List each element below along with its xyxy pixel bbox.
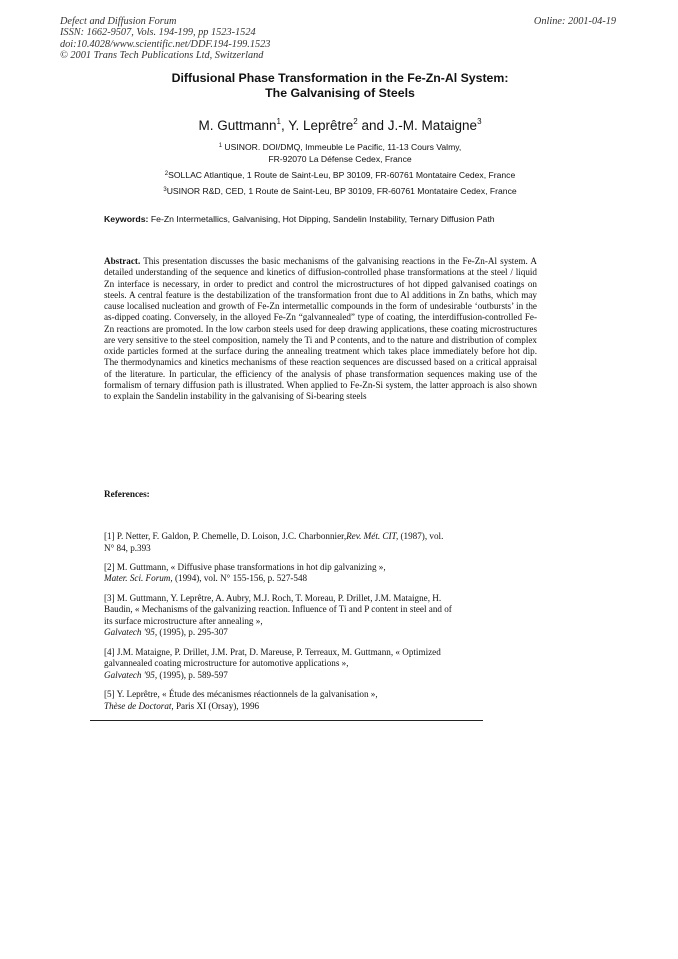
keywords-text: Fe-Zn Intermetallics, Galvanising, Hot Dipping, Sandelin Instability, Ternary Diffusion Path [148,214,495,224]
author-separator: , [280,118,289,133]
affiliation-2 [60,169,620,182]
author-list [90,117,590,133]
paper-title [90,71,590,101]
reference-item [104,647,544,682]
reference-text: [2] M. Guttmann, « Diffusive phase transformations in hot dip galvanizing », [104,561,386,572]
author-1-affiliation-mark: 1 [276,117,281,126]
reference-item [104,689,544,712]
references-heading: References: [104,489,150,499]
reference-text: (1995), p. 589-597 [157,669,228,680]
journal-name: Defect and Diffusion Forum [60,16,177,27]
reference-text: (1995), p. 295-307 [157,627,228,638]
author-3: J.-M. Mataigne [387,118,478,133]
title-line-2: The Galvanising of Steels [265,86,415,100]
reference-text: [5] Y. Leprêtre, « Étude des mécanismes réactionnels de la galvanisation », [104,688,378,699]
footer-rule [90,720,483,721]
reference-list [104,531,544,720]
abstract-text: This presentation discusses the basic mechanisms of the galvanising reactions in the Fe-Zn-Al system. A detailed understanding of the sequence and kinetics of diffusion-controlled phase transformations at the steel / liquid Zn interface is necessary, in order to predict and control the microstructures of hot dipped galvanised coatings on steels. A central feature is the destabilization of the transformation front due to Al additions in Zn baths, which may cause localised nucleation and growth of Fe-Zn intermetallic compounds in the form of undesirable ‘outbursts’ in the as-dipped coating. Conversely, in the alloyed Fe-Zn “galvannealed” type of coating, the interdiffusion-controlled Fe-Zn reactions are promoted. In the low carbon steels used for deep drawing applications, these coating microstructures are very sensitive to the steel composition, namely the Ti and P contents, and to the nature and distribution of complex oxide particles formed at the surface during the annealing treatment which takes place immediately before hot dip. The thermodynamics and kinetics mechanisms of these reaction sequences are discussed based on a critical appraisal of the literature. In particular, the efficiency of the analysis of phase transformation sequences making use of the formalism of ternary diffusion path is illustrated. When applied to Fe-Zn-Si system, the latter approach is also shown to explain the Sandelin instability in the galvanising of Si-bearing steels [104,256,537,401]
title-line-1: Diffusional Phase Transformation in the Fe-Zn-Al System: [171,71,509,85]
author-2-affiliation-mark: 2 [353,117,358,126]
online-date: Online: 2001-04-19 [533,16,616,27]
reference-item [104,562,544,585]
reference-text: (1987), vol. [398,531,444,541]
keywords-label: Keywords: [104,214,149,224]
reference-text: [3] M. Guttmann, Y. Leprêtre, A. Aubry, M.J. Roch, T. Moreau, P. Drillet, J.M. Mataigne, H. [104,592,442,603]
keywords [104,214,544,225]
reference-journal: Galvatech '95, [104,669,158,680]
reference-text: [1] P. Netter, F. Galdon, P. Chemelle, D. Loison, J.C. Charbonnier, [104,531,347,541]
reference-text: galvannealed coating microstructure for automotive applications », [104,658,349,669]
reference-journal: Mater. Sci. Forum, [104,573,173,584]
reference-text: its surface microstructure after annealing », [104,615,263,626]
abstract [104,256,537,402]
reference-journal: Galvatech '95, [104,627,158,638]
reference-text: (1994), vol. N° 155-156, p. 527-548 [172,573,308,584]
journal-header [60,16,270,61]
journal-copyright: © 2001 Trans Tech Publications Ltd, Switzerland [60,49,264,61]
reference-text: N° 84, p.393 [104,542,151,553]
author-1: M. Guttmann [198,118,277,133]
author-2: Y. Leprêtre [288,118,354,133]
affiliation-text: USINOR R&D, CED, 1 Route de Saint-Leu, BP 30109, FR-60761 Montataire Cedex, France [166,186,517,196]
affiliation-text: USINOR. DOI/DMQ, Immeuble Le Pacific, 11-13 Cours Valmy, [224,142,462,152]
reference-journal: Thèse de Doctorat [104,700,172,711]
journal-doi: doi:10.4028/www.scientific.net/DDF.194-199.1523 [60,38,271,50]
affiliation-text: FR-92070 La Défense Cedex, France [268,153,412,164]
reference-text: [4] J.M. Mataigne, P. Drillet, J.M. Prat, D. Mareuse, P. Terreaux, M. Guttmann, « Optimized [104,646,441,657]
abstract-label: Abstract. [104,256,141,266]
author-3-affiliation-mark: 3 [477,117,482,126]
reference-item [104,593,544,639]
affiliation-mark: 2 [164,171,169,177]
affiliation-3 [60,185,620,198]
affiliation-mark: 3 [163,187,167,193]
reference-item [104,531,544,554]
affiliation-text: SOLLAC Atlantique, 1 Route de Saint-Leu, BP 30109, FR-60761 Montataire Cedex, France [168,170,516,180]
author-separator: and [357,118,388,133]
reference-text: , Paris XI (Orsay), 1996 [171,700,260,711]
journal-issn: ISSN: 1662-9507, Vols. 194-199, pp 1523-1524 [60,27,256,39]
reference-journal: Rev. Mét. CIT, [346,531,399,541]
reference-text: Baudin, « Mechanisms of the galvanizing reaction. Influence of Ti and P content in steel and of [104,604,452,615]
affiliation-mark: 1 [218,143,223,149]
affiliation-1 [60,141,620,165]
